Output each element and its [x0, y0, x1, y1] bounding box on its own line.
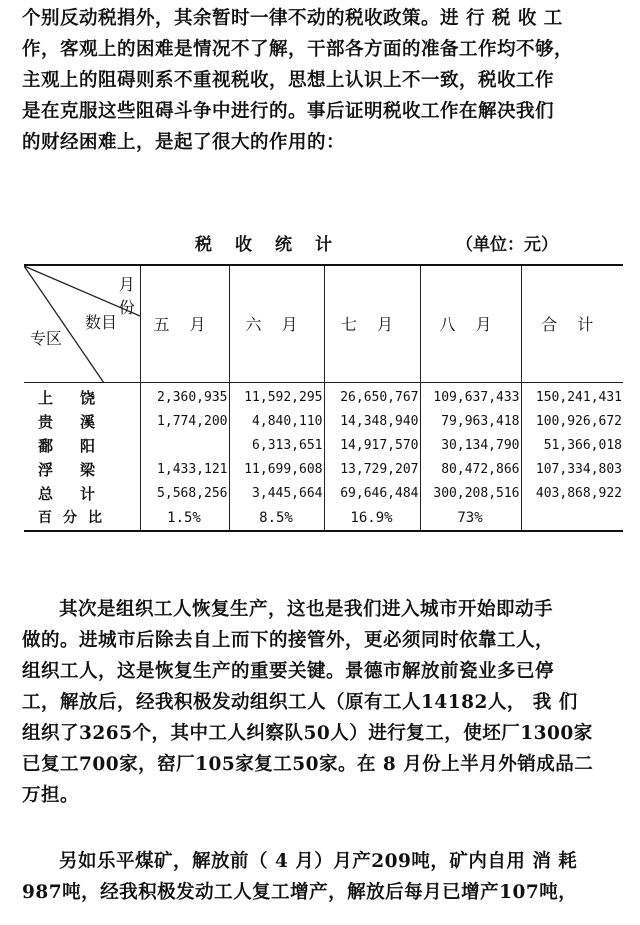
table-cell: 109,637,433: [420, 382, 521, 410]
header-may: 五月: [140, 265, 229, 382]
table-cell: 300,208,516: [420, 482, 521, 506]
header-july: 七月: [324, 265, 420, 382]
percent-cell: 1.5%: [140, 506, 229, 531]
table-cell: 4,840,110: [229, 410, 324, 434]
text-line: 个别反动税捐外，其余暂时一律不动的税收政策。进 行 税 收 工: [22, 8, 563, 29]
text-line: 的财经困难上，是起了很大的作用的：: [22, 132, 346, 153]
percent-cell: [521, 506, 623, 531]
header-august: 八月: [420, 265, 521, 382]
table-cell: 13,729,207: [324, 458, 420, 482]
percent-cell: 73%: [420, 506, 521, 531]
row-label: 贵溪: [24, 410, 140, 434]
text-line: 做的。进城市后除去自上而下的接管外，更必须同时依靠工人，: [22, 630, 555, 651]
table-cell: 5,568,256: [140, 482, 229, 506]
text-line: 主观上的阻碍则系不重视税收，思想上认识上不一致，税收工作: [22, 70, 555, 91]
text-line: 组织工人，这是恢复生产的重要关键。景德市解放前瓷业多已停: [22, 661, 555, 682]
percent-cell: 8.5%: [229, 506, 324, 531]
text-line: 作，客观上的困难是情况不了解，干部各方面的准备工作均不够，: [22, 39, 574, 60]
corner-label-number: 数目: [85, 313, 118, 332]
tax-statistics-table: [24, 264, 623, 532]
table-cell: 3,445,664: [229, 482, 324, 506]
table-cell: 30,134,790: [420, 434, 521, 458]
paragraph-restore-production: [22, 594, 620, 811]
text-line: 是在克服这些阻碍斗争中进行的。事后证明税收工作在解决我们: [22, 101, 555, 122]
table-unit: （单位：元）: [456, 235, 558, 255]
table-title: 税收统计: [195, 235, 355, 255]
row-label: 浮梁: [24, 458, 140, 482]
table-cell: [140, 434, 229, 458]
table-row: [24, 382, 623, 410]
table-cell: 14,917,570: [324, 434, 420, 458]
percent-cell: 16.9%: [324, 506, 420, 531]
table-cell: 69,646,484: [324, 482, 420, 506]
row-label: 鄱阳: [24, 434, 140, 458]
row-label: 百分比: [24, 506, 140, 531]
table-cell: 51,366,018: [521, 434, 623, 458]
table-row: [24, 434, 623, 458]
table-row: [24, 458, 623, 482]
table-row-percent: [24, 506, 623, 531]
paragraph-coal-mine: [22, 846, 620, 908]
table-row: [24, 410, 623, 434]
table-cell: 6,313,651: [229, 434, 324, 458]
table-cell: 80,472,866: [420, 458, 521, 482]
row-label: 上饶: [24, 382, 140, 410]
table-cell: 1,774,200: [140, 410, 229, 434]
row-label: 总计: [24, 482, 140, 506]
paragraph-tax-policy: [22, 3, 620, 158]
table-cell: 26,650,767: [324, 382, 420, 410]
header-june: 六月: [229, 265, 324, 382]
table-cell: 2,360,935: [140, 382, 229, 410]
table-row-total: [24, 482, 623, 506]
corner-label-month: 月份: [118, 275, 135, 317]
table-cell: 100,926,672: [521, 410, 623, 434]
text-line: 万担。: [22, 785, 80, 806]
text-line: 其次是组织工人恢复生产，这也是我们进入城市开始即动手: [59, 599, 554, 620]
table-cell: 107,334,803: [521, 458, 623, 482]
table-header-row: [24, 265, 623, 382]
corner-header-cell: [24, 265, 140, 382]
table-cell: 11,592,295: [229, 382, 324, 410]
text-line: 组织了3265个，其中工人纠察队50人）进行复工，使坯厂1300家: [22, 723, 593, 744]
text-line: 工，解放后，经我积极发动组织工人（原有工人14182人， 我 们: [22, 692, 578, 713]
table-cell: 79,963,418: [420, 410, 521, 434]
corner-label-region: 专区: [30, 329, 63, 348]
table-cell: 403,868,922: [521, 482, 623, 506]
table-cell: 11,699,608: [229, 458, 324, 482]
table-cell: 1,433,121: [140, 458, 229, 482]
text-line: 另如乐平煤矿，解放前（ 4 月）月产209吨，矿内自用 消 耗: [59, 851, 578, 872]
table-cell: 14,348,940: [324, 410, 420, 434]
text-line: 987吨，经我积极发动工人复工增产，解放后每月已增产107吨，: [22, 882, 578, 903]
header-total: 合计: [521, 265, 623, 382]
text-line: 已复工700家，窑厂105家复工50家。在 8 月份上半月外销成品二: [22, 754, 594, 775]
table-cell: 150,241,431: [521, 382, 623, 410]
